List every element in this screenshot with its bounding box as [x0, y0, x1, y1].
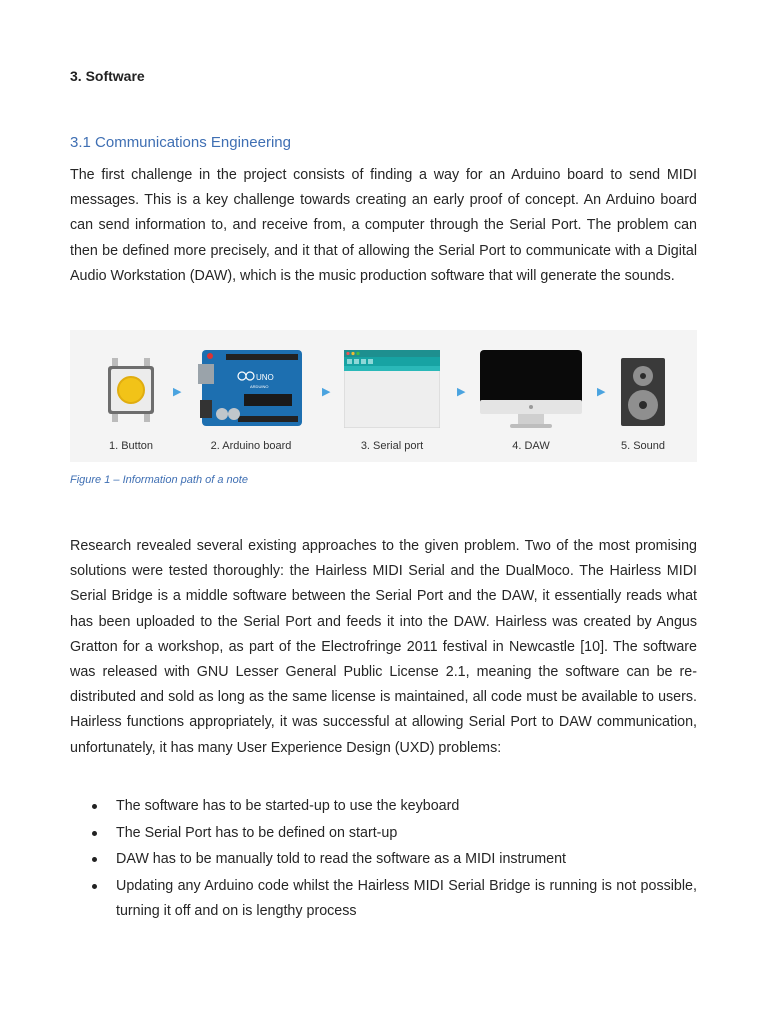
arrow-icon: ▶ [457, 386, 466, 398]
figure-label-arduino: 2. Arduino board [210, 440, 292, 452]
bullet-icon [92, 831, 97, 836]
list-item-text: The Serial Port has to be defined on start-up [116, 824, 398, 841]
figure-caption: Figure 1 – Information path of a note [70, 474, 248, 486]
figure-information-path [70, 330, 697, 462]
arduino-text: UNO [256, 373, 274, 382]
figure-label-sound: 5. Sound [620, 440, 666, 452]
list-item-text: Updating any Arduino code whilst the Hairless MIDI Serial Bridge is running is not possible, turning it off and on is lengthy process [116, 878, 697, 920]
list-item [70, 874, 697, 924]
figure-item-sound [621, 330, 665, 462]
section-heading: 3. Software [70, 68, 145, 84]
computer-monitor-icon [480, 350, 582, 436]
bullet-icon [92, 884, 97, 889]
bullet-icon [92, 857, 97, 862]
arrow-icon: ▶ [173, 386, 182, 398]
subsection-heading: 3.1 Communications Engineering [70, 134, 291, 151]
serial-port-window-icon [344, 350, 440, 428]
figure-item-serial-port [344, 330, 440, 462]
list-item [70, 847, 697, 872]
speaker-icon [621, 358, 665, 426]
bullet-list [70, 794, 697, 926]
arduino-brand: ARDUINO [250, 384, 269, 389]
figure-label-button: 1. Button [108, 440, 154, 452]
list-item [70, 821, 697, 846]
figure-item-button [106, 330, 156, 462]
bullet-icon [92, 804, 97, 809]
button-icon [106, 358, 156, 422]
figure-label-daw: 4. DAW [512, 440, 550, 452]
list-item-text: DAW has to be manually told to read the software as a MIDI instrument [116, 851, 567, 868]
arrow-icon: ▶ [322, 386, 331, 398]
arduino-board-icon [198, 350, 304, 426]
paragraph-intro: The first challenge in the project consists of finding a way for an Arduino board to send MIDI messages. This is a key challenge towards creating an early proof of concept. An Arduino board can send information to, and receive from, a computer through the Serial Port. The problem can then be defined more precisely, and it that of allowing the Serial Port to communicate with a Digital Audio Workstation (DAW), which is the music production software that will generate the sounds. [70, 167, 697, 284]
figure-item-daw [480, 330, 582, 462]
arrow-icon: ▶ [597, 386, 606, 398]
paragraph-research: Research revealed several existing approaches to the given problem. Two of the most promising solutions were tested thoroughly: the Hairless MIDI Serial and the DualMoco. The Hairless MIDI Serial Bridge is a middle software between the Serial Port and the DAW, it essentially reads what has been uploaded to the Serial Port and feeds it into the DAW. Hairless was created by Angus Gratton for a workshop, as part of the Electrofringe 2011 festival in Newcastle [10]. The software was released with GNU Lesser General Public License 2.1, meaning the software can be re-distributed and sold as long as the same license is maintained, all code must be available to users. Hairless functions appropriately, it was successful at allowing Serial Port to DAW communication, unfortunately, it has many User Experience Design (UXD) problems: [70, 538, 697, 756]
list-item [70, 794, 697, 819]
figure-item-arduino [198, 330, 304, 462]
list-item-text: The software has to be started-up to use the keyboard [116, 798, 460, 814]
figure-label-serial-port: 3. Serial port [360, 440, 424, 452]
